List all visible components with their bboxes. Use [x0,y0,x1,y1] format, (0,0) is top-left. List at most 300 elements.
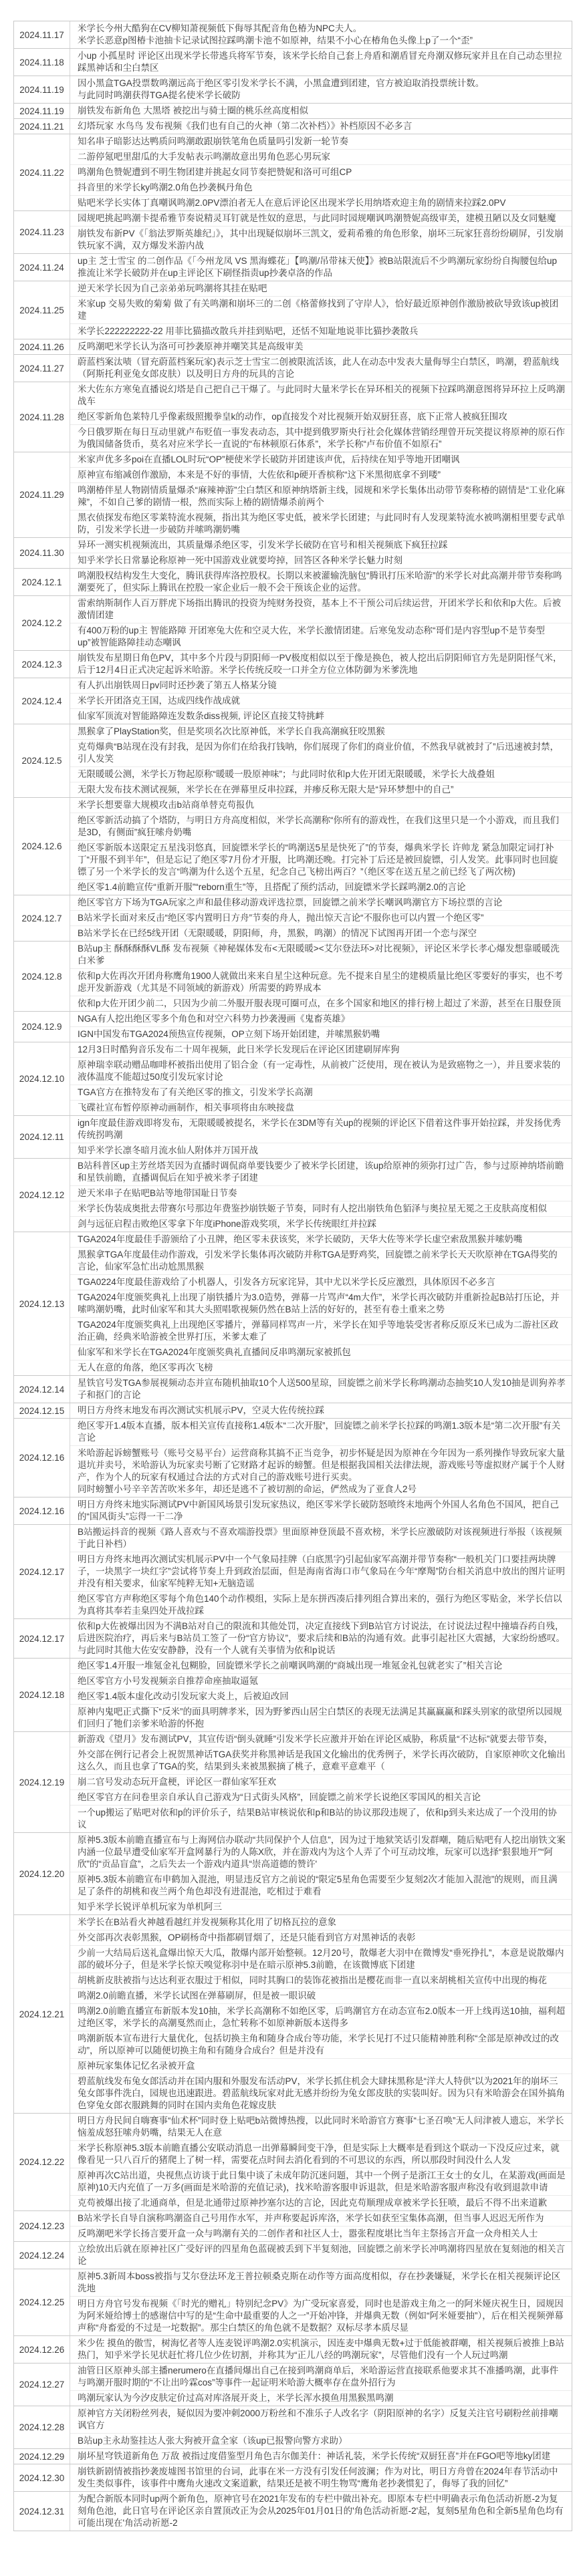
event-cell [70,1525,572,1552]
date-cell: 2024.11.23 [14,211,70,253]
date-cell: 2024.11.21 [14,119,70,134]
event-cell [70,296,572,323]
date-cell: 2024.12.28 [14,2406,70,2448]
date-cell: 2024.11.19 [14,76,70,103]
event-cell [70,2406,572,2433]
event-cell [70,1945,572,1973]
event-cell [70,724,572,739]
events-column [70,2464,572,2491]
event-text: ign年度最佳游戏即将发布，无限暖暖被提名，米学长在3DM等有关up的视频的评论区下借着这件事开始拉踩，并发扬优秀传统拐鸣潮 [78,1118,562,1140]
event-cell [70,21,572,48]
event-text: 米学长今州大酷狗在CV柳知萧视频低下侮辱其配音角色椿为NPC夫人。 米学长恶意p图椿卡池抽卡记录试图拉踩鸣潮卡池不如原神，结果不小心在椿角色头像上p了一个“歪” [78,23,473,45]
event-cell [70,1317,572,1344]
table-row [14,1158,572,1232]
table-row [14,895,572,941]
event-cell [70,1552,572,1591]
event-text: 胡桃新皮肤被指与达达利亚衣服过于相似，同时其胸口的装饰花被指出是樱花而非一直以来胡桃相关宣传中出现的梅花 [78,1975,547,1985]
event-cell [70,2390,572,2406]
event-text: 无人在意的角落，绝区零再次飞榜 [78,1363,213,1373]
event-text: B站up主 酥酥酥酥VL酥 发布视频《神秘媒体发布<无限暖暖><艾尔登法环>对比视频》，评论区米学长孝心爆发想靠暖暖洗白米爹 [78,944,560,966]
events-column [70,1659,572,1731]
date-cell: 2024.12.10 [14,1042,70,1115]
date-cell: 2024.11.25 [14,281,70,339]
events-column [70,651,572,678]
event-cell [70,623,572,650]
events-column [70,1525,572,1618]
event-cell [70,1403,572,1418]
event-text: 知乎米学长锐评单机玩家为单机阿三 [78,1902,222,1912]
event-cell [70,134,572,149]
event-cell [70,119,572,134]
date-cell: 2024.12.8 [14,942,70,1011]
events-column [70,1042,572,1115]
event-text: 米家up 交易失败的菊菊 做了有关鸣潮和崩坏三的二创《格蕾修找到了守岸人》，恰好最近原神创作激励被砍导致该up被团建 [78,299,559,321]
date-cell: 2024.12.25 [14,2269,70,2335]
date-cell: 2024.11.29 [14,452,70,537]
event-cell [70,2464,572,2491]
event-text: 原神再次C站出道，央视焦点访谈于此日集中谈了未成年防沉迷问题，其中一个例子是浙江王女士的女儿，在某游戏(画面是原神)10天内充值了一万多(画面是米哈游的充值记录)，找米哈游客服申诉退款，但是米哈游客服声称没有收到退款申请 [78,2170,566,2192]
event-cell [70,49,572,76]
event-text: 依和p大佐开团少前二，只因为少前二外服开服表现可圈可点，在多个国家和地区的排行榜上超过了米游，甚至在日服登顶 [78,998,562,1008]
event-cell [70,1899,572,1914]
event-cell [70,895,572,910]
event-text: 鸣潮玩家认为今汐皮肤定价过高对库洛展开炎上，米学长浑水摸鱼用黑猴黑鸣潮 [78,2393,394,2403]
table-row [14,2335,572,2363]
event-cell [70,1216,572,1232]
events-column [70,119,572,134]
events-column [70,2211,572,2241]
date-cell: 2024.12.11 [14,1116,70,1158]
event-text: 克苟被爆出接了北通商单，但是北通带过原神抄塞尔达的言论，因此克苟顺理成章被米学长狂喷，最后不得不出来道歉 [78,2198,547,2208]
event-cell [70,2031,572,2058]
events-column [70,21,572,48]
date-cell: 2024.12.24 [14,2242,70,2269]
event-cell [70,2242,572,2269]
event-text: 米学长想要靠大规模攻击b站商单替克苟报仇 [78,800,255,810]
event-text: 有人扒出崩铁周日pv同时还抄袭了第五人格某分镜 [78,680,277,690]
event-cell [70,996,572,1011]
event-text: 原神玩家集体记忆名录被开盒 [78,2061,195,2071]
table-row [14,103,572,118]
event-cell [70,2226,572,2241]
event-log-table [13,21,572,2531]
events-column [70,49,572,76]
event-cell [70,1591,572,1618]
table-row [14,2406,572,2448]
event-text: up主 芝士雪宝 的二创作品《「今州龙凤 VS 黑海蝶花」【鸣潮/吊带袜天使】》被B站限流后不少鸣潮玩家纷纷自掏腰包给up推流让米学长破防并在up主评论区下刷怪指责up抄袭卓洛的作品 [78,256,558,278]
event-cell [70,1988,572,2003]
events-column [70,678,572,724]
date-cell: 2024.11.28 [14,382,70,452]
event-text: 原神瑞幸联动赠品咖啡杯被指出使用了铝合金（有一定毒性，从前被广泛使用，现在被认为是致癌物之一），并且要求装的液体温度不能超过50度引发玩家讨论 [78,1060,561,1082]
events-column [70,211,572,253]
events-column [70,104,572,118]
date-cell: 2024.12.31 [14,2492,70,2531]
table-row [14,339,572,354]
date-cell: 2024.11.27 [14,355,70,382]
event-cell [70,1274,572,1290]
event-text: 剑与远征启程击败绝区零拿下年度iPhone游戏奖项，米学长传统眼红并拉踩 [78,1219,377,1229]
event-cell [70,2114,572,2140]
table-row [14,2210,572,2241]
event-text: 崩铁发布新PV《「翁法罗斯英雄纪」》，其中出现疑似崩坏三凯文，爱莉希雅的角色形象，崩坏三玩家狂喜纷纷刷屏，引发崩铁玩家不满，双方爆发米游内战 [78,229,564,251]
event-text: 碧蓝航线发布兔女郎活动并在国内服和外服发布活动PV，米学长抓住机会大肆抹黑称是“洋大人特供”以为2021年的崩坏三兔女郎事件洗白，园规也迅速跟进。碧蓝航线玩家对此无感并纷纷为兔女郎皮肤的实装叫好。因为只有米哈游会在国外搞角色穿兔女郎衣服跳舞的同时在国内卖角色花嫁皮肤 [78,2076,565,2110]
event-text: 逆天米学长因为自己亲弟弟玩鸣潮将其挂在贴吧 [78,283,267,293]
event-text: 鸣潮角色赞妮遭到不明生物团建并挑起女同节奏把赞妮和洛可可组CP [78,167,352,177]
event-text: B站米学长面对来反击“绝区零内置明日方舟”节奏的舟人，抛出惊天言论“不服你也可以内置一个绝区零” [78,913,484,923]
event-text: 明日方舟终末地实际测试PV中新国风场景引发玩家热议，绝区零米学长破防怒喷终末地两个外国人名角色不国风，把自己的“国风街头”忘得一干二净 [78,1499,560,1522]
date-cell: 2024.12.7 [14,895,70,941]
events-column [70,1376,572,1403]
table-row [14,1375,572,1403]
event-text: 鸣潮2.0前瞻直播，米学长试图在弹幕刷屏，但是被一眼识破 [78,1991,316,2001]
table-row [14,797,572,895]
table-row [14,1618,572,1658]
date-cell: 2024.12.20 [14,1833,70,1914]
table-row [14,281,572,339]
event-cell [70,1012,572,1026]
event-cell [70,355,572,382]
event-text: TGA2024年度颁奖典礼上出现了崩铁播片为3.0造势，弹幕一片骂声“4m大作”，米学长再次破防并重新捡起B站打压论，并嗦鸣潮奶嘴，此时仙家军和其大头照唱歌视频仍然在B站上活的好好的，甚至有卷土重来之势 [78,1292,560,1314]
date-cell: 2024.12.18 [14,1659,70,1731]
event-text: 知乎米学长凛冬暗月流水仙人附体并万国开战 [78,1145,258,1155]
event-text: 有400万粉的up主 智能路障 开团寒兔大佐和空灵大佐，米学长激情团建。后寒兔发动态称“哥们是内容型up不是节奏型up”被智能路障挂动态嘲讽 [78,625,546,648]
event-cell [70,1790,572,1805]
event-cell [70,1445,572,1497]
events-column [70,2492,572,2531]
event-text: 崩坏星穹铁道新角色 万敌 被指过度借鉴型月角色吉尔伽美什：神话礼装，米学长传统“双厨狂喜”并在FGO吧等地ky团建 [78,2451,551,2461]
date-cell: 2024.12.22 [14,2114,70,2210]
date-cell: 2024.12.2 [14,596,70,650]
event-text: 12月3日时酷狗音乐发布二十周年视频，此日米学长发现后在评论区团建刷屏库狗 [78,1044,400,1054]
table-row [14,1011,572,1042]
event-cell [70,2211,572,2226]
event-text: 鸣潮2.0前瞻直播宣布新版本发10抽，米学长高潮称不如绝区零，后鸣潮官方在动态宣布2.0版本一开上线再送10抽，福利超过绝区零，米学长的高潮戛然而止，急忙转称不如原神新版本送得多 [78,2006,566,2028]
event-text: 绝区零开1.4版本直播，版本相关宣传直接称1.4版本“二次开服”，回旋镖之前米学长拉踩的鸣潮1.3版本是“第二次开服”有关言论 [78,1421,561,1443]
event-cell [70,553,572,568]
events-column [70,569,572,595]
event-text: B站up主永劫鉴挂达人张大狗被开盒全家（该up已报警向警方求助） [78,2436,348,2446]
event-cell [70,651,572,678]
table-row [14,2269,572,2335]
table-row [14,2113,572,2210]
events-column [70,2336,572,2363]
events-column [70,798,572,895]
event-text: 黑猴拿了PlayStation奖，但是奖项名次比原神低，米学长自我高潮疯狂咬黑猴 [78,726,385,736]
event-text: 明日方舟终末地发布再次测试实机展示PV，空灵大佐传统拉踩 [78,1405,325,1415]
event-cell [70,910,572,925]
table-row [14,2363,572,2406]
date-cell: 2024.12.14 [14,1376,70,1403]
event-text: 逆天米串子在贴吧B站等地带国耻日节奏 [78,1188,237,1198]
table-row [14,1524,572,1618]
events-column [70,2364,572,2406]
date-cell: 2024.12.6 [14,798,70,895]
event-cell [70,1497,572,1524]
date-cell: 2024.12.21 [14,1915,70,2113]
event-text: 二游停氪吧里甜瓜的大手发帖表示鸣潮故意出男角色恶心男玩家 [78,152,330,162]
event-text: 鸣潮椿伴星人物剧情质量爆杀“麻辣神游”尘白禁区和原神纳塔新主线，园规和米学长集体出动带节奏称椿的剧情是“工业化麻辣”，不如自己爹的剧情一根，然而实际上椿的剧情爆杀前两个 [78,485,565,507]
event-cell [70,813,572,840]
event-cell [70,1100,572,1115]
event-text: 原神5.3版本前瞻直播宣布与上海网信办联动“共同保护个人信息”，因为过于地狱笑话引发群嘲，随后贴吧有人挖出崩铁文案内涵一位最早遭受仙家军开盒网暴行为的人陈X欣，并在游戏内为这个人弄了个可互动坟堆，玩家可以选择“狠狠地开”“阿欣”的“贡品盲盒”，之后失去一个游戏内道具“崇高道德的赞许' [78,1835,566,1869]
events-column [70,76,572,103]
date-cell: 2024.12.9 [14,1012,70,1042]
event-cell [70,76,572,103]
event-cell [70,424,572,452]
event-text: 反鸣潮吧米学长扬言要开盒一众与鸣潮有关的二创作者和社区人士，嚣张程度堪比当年主祭扬言开盒一众舟相关人士 [78,2229,538,2239]
event-text: 鸣潮股权结构发生大变化，腾讯获得库洛控股权。长期以来被灌输洗脑包“腾讯打压米哈游”的米学长对此高潮并带节奏称鸣潮要死了，但实际上腾讯在控股一家企业后一般不会干预该企业的运营。 [78,571,562,593]
event-text: 幻塔玩家 水鸟鸟 发布视频《我们也有自己的火神（第二次补档）》补档原因不必多言 [78,121,413,131]
event-text: 贴吧米学长实体丁真嘲讽鸣潮2.0PV漂泊者无人在意后评论区出现米学长用纳塔欢迎主角的剧情来拉踩2.0PV [78,198,506,208]
event-cell [70,2449,572,2464]
event-cell [70,2433,572,2448]
event-cell [70,1689,572,1704]
table-row [14,537,572,568]
table-row [14,1731,572,1832]
date-cell: 2024.12.15 [14,1403,70,1418]
event-text: 仙家军顶流对智能路障连发数条diss视频, 评论区直接艾特挑衅 [78,711,325,721]
events-column [70,1232,572,1375]
event-text: 无限大发布技术测试视频，米学长在在弹幕里反串拉踩，并瘆反称无限大是“异环梦想中的自己” [78,784,454,795]
event-text: B站米学长自导自演称鸣潮盗自己号用作水军，并声称要起诉库洛，米学长如获至宝集体高潮，但当事人迟迟无所作为 [78,2213,544,2223]
event-text: 依和p大佐被爆出因为不满B站对自己的限流和其他处罚，决定直接线下到B站官方讨说法，在讨说法过程中撞墙吞药自残，后进医院治疗，再后来与B站员工签了一份“官方协议”，要求后续和B站的沟通有效。此事引起社区大震撼，大家纷纷感叹。与此同时其他大佐安安静静，没有一个人就有关事情为依和p说话 [78,1621,565,1655]
event-text: B站搬运抖音的视频《路人喜欢与不喜欢端游投票》里面原神登顶最不喜欢榜，米学长应激破防对该视频进行举报（该视频于此日补档） [78,1527,562,1549]
event-text: 黑衣侦探发布绝区零莱特流水视频，指出其为绝区零史低，被米学长团建；与此同时有人发现莱特流水被鸣潮相里要专武单防，引发米学长进一步破防并嗦鸣潮奶嘴 [78,513,565,535]
event-cell [70,226,572,253]
table-row [14,1497,572,1524]
event-text: 绝区零新版本送限定五星浅羽悠真，回旋镖米学长的“鸣潮送5星是快死了”的节奏，爆典米学长 许帅龙 紧急加限定词打补丁“开服不到半年”，但是忘记了绝区零7月份才开服，比鸣潮还晚。打完补丁后还是被回旋镖，引人发笑。此事同时也回旋镖了另一个米学长的发言“鸣潮为什么送个五星，纪念自己飞榜出两百？”（绝区零在送五星之前已经飞了两次榜) [78,843,558,877]
event-text: 原神宣布缩减创作激励，本来是不好的事情，大佐依和p硬开香槟称“这下米黑彻底拿不到喽” [78,470,441,480]
event-cell [70,2195,572,2210]
event-text: 园规吧挑起鸣潮卡提希雅节奏说精灵耳钉就是性奴的意思，与此同时园规嘲讽鸣潮赞妮高级审美，建模丑陋以及女同魅魔 [78,213,556,223]
event-text: 飞碟社宣布暂停原神动画制作，相关事项将由东映接盘 [78,1103,294,1113]
date-cell: 2024.12.23 [14,2211,70,2241]
event-text: 崩铁发布新角色 大黑塔 被挖出与骑士圈的桃乐丝高度相似 [78,106,309,116]
event-text: 星铁官号发TGA参展视频动态并宣布随机抽取10个人送500星琼，回旋镖之前米学长称鸣潮动态抽奖10人发10抽是训狗养孝子和抠门的言论 [78,1378,566,1400]
event-text: 米学长在B站看火神越看越红并发视频称其化用了切格瓦拉的意象 [78,1917,337,1927]
events-column [70,895,572,941]
event-cell [70,409,572,424]
event-text: TGA0224年度最佳游戏给了小机器人，引发各方玩家诧异，其中尤以米学长反应激烈，具体原因不必多言 [78,1277,495,1287]
event-text: 崩铁发布星期日角色PV，其中多个片段与阴阳师一PV极度相似以至于像是换色，被人挖出后阴阳师官方先是阴阳怪气米，后于12月4日正式决定起诉米哈游。米学长传统反咬一口并全方位立体防御为米爹洗地 [78,653,562,675]
events-column [70,1116,572,1158]
event-cell [70,2492,572,2531]
event-text: 知名串子暗影达达鸭质问鸣潮敢跟崩铁笔角色质量吗引发新一轮节奏 [78,136,348,146]
event-text: B站米学长在已经5线开团（无限暖暖，阴阳师，舟，黑猴，鸣潮）的情况下试图再开团一个恋与深空 [78,928,477,938]
event-text: 明日方舟民间自嗨赛事“仙术杯”同时登上贴吧b站微博热搜，以此同时米哈游官方赛事“七圣召唤”无人问津被人遗忘，米学长恼羞成怒狂嗦舟奶嘴，结果无人在意 [78,2116,564,2138]
event-cell [70,1833,572,1872]
event-cell [70,382,572,409]
event-text: IGN中国发布TGA2024预热宣传视频，OP立刻下场开始团建，并嗦黑猴奶嘴 [78,1029,380,1039]
table-row [14,678,572,724]
event-text: 米少佐 摸鱼的傲雪，树海忆者等人连麦锐评鸣潮2.0实机演示，因连麦中爆典无数+过于低能被群嘲，相关视频后被推上B站热门，知乎米学长见状赶忙将几位少佐切割，并称其为“正儿八经的鸣潮玩家”，尽管他们没有一个人玩过鸣潮 [78,2338,564,2360]
table-row [14,21,572,48]
event-text: TGA2024年度最佳手游颁给了小丑牌，绝区零未获该奖，米学长破防，天华大佐等米学长虚空索敌黑猴并嗦奶嘴 [78,1234,523,1244]
event-cell [70,2168,572,2195]
event-cell [70,1344,572,1360]
event-text: NGA有人挖出绝区零多个角色和对空六科势力抄袭漫画《鬼畜英雄》 [78,1014,350,1024]
events-column [70,1619,572,1658]
event-text: TGA官方在推特发布了有关绝区零的推文，引发米学长高潮 [78,1087,313,1097]
event-text: TGA2024年度颁奖典礼上出现绝区零播片，弹幕同样骂声一片，米学长在知乎等地装受害者称反原反米已成为二游社区政治正确，经典米哈游被全世界打压，米爹太难了 [78,1320,559,1342]
event-cell [70,1872,572,1899]
events-column [70,2406,572,2448]
event-cell [70,1057,572,1085]
event-text: 反鸣潮吧米学长认为洛可可抄袭原神并嘲笑其是高级审美 [78,341,304,351]
event-cell [70,1201,572,1216]
date-cell: 2024.12.27 [14,2364,70,2406]
event-text: 绝区零1.4开服一堆氪金礼包糊脸，回旋镖米学长之前嘲讽鸣潮的“商城出现一堆氪金礼包就老实了”相关言论 [78,1661,503,1671]
page [0,21,583,2531]
event-cell [70,2073,572,2113]
date-cell: 2024.12.17 [14,1619,70,1658]
event-text: 绝区零新活动搞了个塔防，与明日方舟高度相似，米学长高潮称“你所有的游戏性，在我们这里只是一个小游戏，而且我们是3D，有侧面”疯狂嗦舟奶嘴 [78,815,559,837]
event-cell [70,510,572,537]
event-cell [70,195,572,210]
event-text: 一个up搬运了贴吧对依和p的评价乐子，结果B站审核说依和p和B站的协议那段违规了，依和p到头来达成了一个没用的协议 [78,1808,558,1830]
event-text: 米哈游起诉螃蟹账号（账号交易平台）运营商称其搞不正当竞争，初步怀疑是因为原神在今年因为一系列操作导致玩家大量退坑并卖号，米哈游认为玩家卖号断了它财路才起诉的螃蟹。但是根据我国相关法律法规，游戏账号等虚拟财产属于个人财产，作为个人的玩家有权通过合法的方式对自己的游戏账号进行买卖。 同时螃蟹小号辛辛苦苦吹米多年，却还是逃不了被切割的命运，俨然成为了亚食人2号 [78,1448,565,1494]
event-cell [70,1376,572,1403]
event-cell [70,1360,572,1375]
event-cell [70,104,572,118]
table-row [14,134,572,210]
events-column [70,382,572,452]
events-column [70,2269,572,2335]
events-column [70,1419,572,1497]
table-row [14,210,572,253]
event-cell [70,1232,572,1247]
event-text: 绝区零1.4前瞻宣传“重新开服”“reborn重生”等，且搭配了预约活动，回旋镖米学长踩鸣潮2.0的言论 [78,882,466,892]
event-cell [70,879,572,895]
table-row [14,568,572,595]
event-text: 知乎米学长日常暴论称原神一死中国游戏业就要垮掉，回答区各种米学长魅力时刻 [78,555,402,565]
event-cell [70,1659,572,1673]
event-text: 抖音里的米学长ky鸣潮2.0角色抄袭枫丹角色 [78,182,253,192]
table-row [14,1832,572,1914]
event-cell [70,164,572,180]
table-row [14,2241,572,2269]
event-cell [70,1116,572,1143]
date-cell: 2024.12.19 [14,1732,70,1832]
table-row [14,1418,572,1497]
table-row [14,354,572,382]
date-cell: 2024.12.5 [14,724,70,797]
event-text: 为配合新版本同时up两个新角色，原神官号在2021年发布的专栏中做出补充。即原本专栏中明确表示角色活动祈愿-2为复刻角色池，此日官号在评论区亲自置顶改正为会从2025年01月01日的'角色活动祈愿-2'起，复刻5星角色和全新5星角色均有可能出现在'角活动祈愿-2 [78,2494,564,2528]
events-column [70,452,572,537]
event-text: 明日方舟终末地再次测试实机展示PV中一个气象局挂牌（白底黑字)引起仙家军高潮并带节奏称“一般机关门口要挂两块牌子，一块黑字一块红字”尝试将节奏上升到政治层面，但是海南省海口市气象局在今年“摩羯”防台相关消息中放出的图片证明并没有相关要求，仙家军纯粹无知+无脑造谣 [78,1554,565,1588]
event-text: 无限暖暖公测，米学长万物起原称“暖暖一股原神味”；与此同时依和p大佐开团无限暖暖，米学长大战叠姐 [78,769,495,779]
event-cell [70,1673,572,1689]
event-cell [70,211,572,226]
event-text: 因小黑盒TGA投票数鸣潮远高于绝区零引发米学长不满，小黑盒遭到团建，官方被迫取消投票统计数。 与此同时鸣潮获得TGA提名使米学长破防 [78,78,485,100]
event-cell [70,1747,572,1774]
events-column [70,942,572,1011]
event-cell [70,2336,572,2363]
events-column [70,724,572,797]
table-row [14,2448,572,2464]
events-column [70,339,572,354]
event-cell [70,538,572,553]
date-cell: 2024.11.19 [14,104,70,118]
date-cell: 2024.12.3 [14,651,70,678]
events-column [70,1159,572,1232]
event-cell [70,942,572,968]
table-row [14,1658,572,1731]
events-column [70,1012,572,1042]
date-cell: 2024.11.17 [14,21,70,48]
event-cell [70,1732,572,1747]
event-cell [70,708,572,724]
events-column [70,2242,572,2269]
table-row [14,1914,572,2113]
table-row [14,76,572,103]
table-row [14,1042,572,1115]
event-cell [70,467,572,482]
event-text: 少前一大结局后送礼盒爆出惊天大瓜，散爆内部开始整顿。12月20号，散爆老大羽中在微博发“垂死挣扎”，本意是说散爆内部的破坏分子，但是米学长惊天嗅觉称羽中是在暗示原神5.3前瞻，在该微博底下团建 [78,1948,564,1970]
event-text: 明日方舟官号发布视频《「时光的赠礼」特别纪念PV》为广受玩家喜爱，同时也是游戏主角之一的阿米娅庆祝生日，园规因为阿米娅给博士的感谢信中写的是“生命中最重要的人之一”开始冲锋，并爆典无数（例如“阿米娅要抽”），后在相关视频弹幕声称“舟畜爱的不过是一坨数据”。那尘白禁区的角色就不是数据？双标尽孝本质尽显 [78,2299,564,2333]
date-cell: 2024.12.1 [14,569,70,595]
table-row [14,1403,572,1418]
event-cell [70,1774,572,1790]
date-cell: 2024.12.12 [14,1159,70,1232]
event-text: 米学长222222222-22 用菲比猫描改散兵并挂到贴吧，还恬不知耻地说菲比猫抄袭散兵 [78,326,419,336]
table-row [14,1232,572,1375]
event-cell [70,569,572,595]
event-cell [70,1026,572,1042]
event-text: 崩二官号发动态玩开盒梗，评论区一群仙家军狂欢 [78,1777,276,1787]
event-cell [70,596,572,623]
event-cell [70,1247,572,1274]
event-cell [70,766,572,782]
event-cell [70,2269,572,2296]
event-cell [70,452,572,467]
event-cell [70,2364,572,2390]
table-row [14,941,572,1011]
table-row [14,595,572,650]
event-text: 雷索纳斯制作人百万胖虎下场指出腾讯的投资为纯财务投资，基本上不干预公司后续运营，开团米学长和依和p大佐。后被激情团建 [78,598,562,620]
table-row [14,118,572,134]
event-text: 原神5.3新周本boss被指与艾尔登法环龙王普拉顿桑克斯在动作等方面高度相似，存在抄袭嫌疑，米学长在相关视频评论区洗地 [78,2271,561,2293]
date-cell: 2024.12.26 [14,2336,70,2363]
date-cell: 2024.11.24 [14,254,70,281]
event-text: 蔚蓝档案汰啧（冒充蔚蓝档案玩家)表示芝士雪宝二创被限流活该，此人在动态中发表大量侮辱尘白禁区，鸣潮，碧蓝航线（阿斯托利亚兔女郎皮肤）以及明日方舟的玩具的言论 [78,357,559,379]
event-cell [70,925,572,941]
events-column [70,134,572,210]
event-cell [70,1419,572,1445]
event-text: 绝区零官方下场为TGA玩家之声和最佳移动游戏评选拉票，回旋镖之前米学长嘲讽鸣潮官方下场拉票的言论 [78,897,503,907]
event-text: 米学长伪装成奥批去带赛尔号那边年费鉴抄崩铁姬子节奏，同时有人挖出崩铁角色貊泽与奥拉星无冕之王皮肤高度相似 [78,1203,547,1213]
event-text: 米学长开团洛克王国，达成四线作战成就 [78,696,240,706]
table-row [14,253,572,281]
event-text: 原神内鬼吧正式撕下“反米”的面具明牌孝米，因为野爹西山居尘白禁区的表现无法满足其赢赢赢和踩头别家的欲望所以园规们回归了牠们亲爹米哈游的怀抱 [78,1707,562,1729]
table-row [14,2491,572,2531]
date-cell: 2024.12.16 [14,1497,70,1524]
event-text: 绝区零1.4版本虚化改动引发玩家大炎上，后被迫改回 [78,1691,289,1701]
event-text: 外交部再次表彰黑猴，OP刷杨奇中指都刷冒烟了，还是只能看到官方对黑神话的表彰 [78,1933,416,1943]
event-text: 米学长称原神5.3版本前瞻直播公安联动消息一出弹幕瞬间变干净，但是实际上大概率是看到这个联动一下没反应过来，就像看见一只八百斤的猪爬上了树一样，需要花点时间去消化看到的不可思议的东西，所以那段时间没什么人发 [78,2143,560,2165]
event-text: 仙家军和米学长在TGA2024年度颁奖典礼直播间反串鸣潮玩家被抓包 [78,1347,351,1357]
events-column [70,596,572,650]
event-text: 绝区零官方小号发视频亲自推荐命座抽取逼氪 [78,1676,258,1686]
events-column [70,1497,572,1524]
event-text: 米大佐东方寒兔直播说幻塔是自己把自己干爆了。与此同时大量米学长在异环相关的视频下拉踩鸣潮意图将异环拉上反鸣潮战车 [78,384,565,406]
event-text: 鸣潮新版本宣布进行大量优化，包括切换主角和随身合成台等功能，米学长见打不过只能精神胜利称“全部是原神改过的改动”，所以原神可以随便切换主角和有随身合成台？但是并没有 [78,2033,559,2055]
date-cell: 2024.11.18 [14,49,70,76]
events-column [70,2449,572,2464]
table-row [14,1115,572,1158]
event-cell [70,1185,572,1201]
